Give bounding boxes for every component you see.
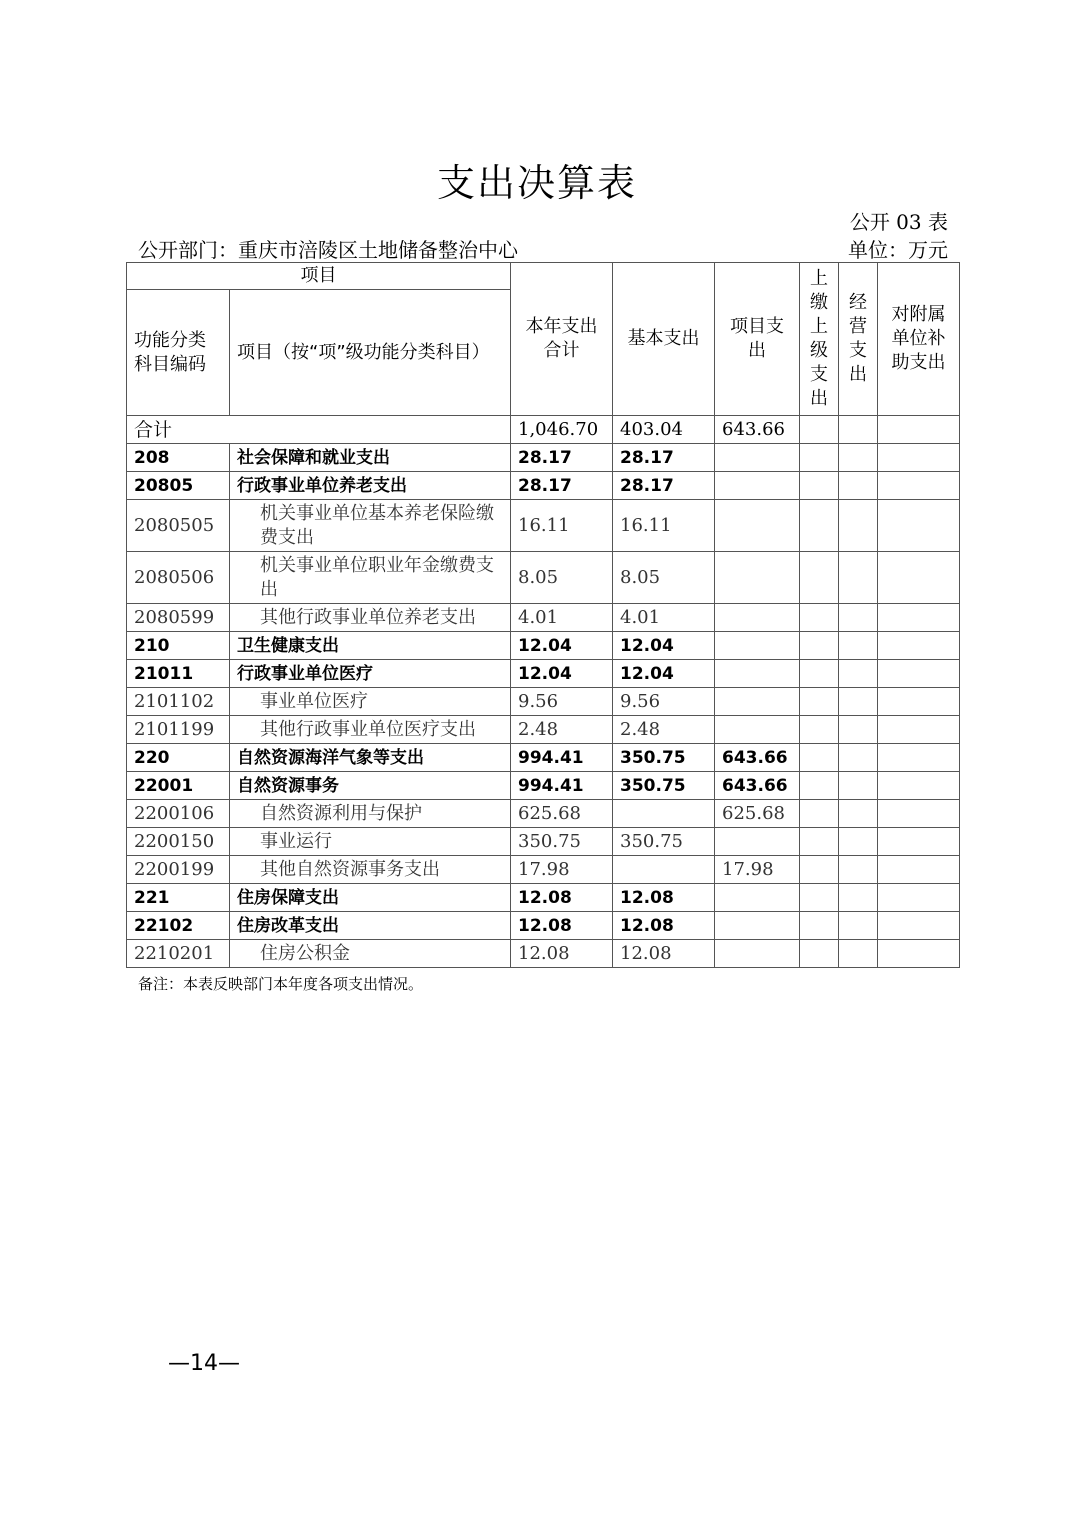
row-project: [715, 884, 800, 912]
row-code: 221: [127, 884, 230, 912]
header-project-group: 项目: [127, 263, 511, 290]
row-code: 2200199: [127, 856, 230, 884]
row-name: 机关事业单位职业年金缴费支出: [230, 552, 511, 604]
row-project: [715, 912, 800, 940]
row-total: 12.08: [511, 940, 613, 968]
row-upper: [800, 772, 839, 800]
row-upper: [800, 856, 839, 884]
row-business: [839, 444, 878, 472]
row-subsidy: [878, 884, 960, 912]
row-upper: [800, 912, 839, 940]
row-business: [839, 500, 878, 552]
row-basic: 350.75: [613, 744, 715, 772]
row-upper: [800, 716, 839, 744]
row-business: [839, 940, 878, 968]
row-upper: [800, 828, 839, 856]
row-code: 210: [127, 632, 230, 660]
row-basic: 12.08: [613, 940, 715, 968]
row-total: 28.17: [511, 472, 613, 500]
header-name: 项目（按“项”级功能分类科目）: [230, 290, 511, 416]
row-basic: 12.08: [613, 912, 715, 940]
row-code: 2200106: [127, 800, 230, 828]
row-upper: [800, 940, 839, 968]
row-name: 住房公积金: [230, 940, 511, 968]
page-title: 支出决算表: [436, 161, 637, 205]
row-code: 2080505: [127, 500, 230, 552]
row-subsidy: [878, 660, 960, 688]
row-project: 643.66: [715, 744, 800, 772]
row-basic: 4.01: [613, 604, 715, 632]
row-name: 机关事业单位基本养老保险缴费支出: [230, 500, 511, 552]
header-total: 本年支出合计: [511, 263, 613, 416]
row-business: [839, 716, 878, 744]
row-total: 12.04: [511, 660, 613, 688]
row-basic: [613, 800, 715, 828]
footnote: 备注：本表反映部门本年度各项支出情况。: [138, 975, 424, 993]
row-name: 自然资源利用与保护: [230, 800, 511, 828]
row-basic: 9.56: [613, 688, 715, 716]
row-project: 625.68: [715, 800, 800, 828]
row-total: 625.68: [511, 800, 613, 828]
row-total: 9.56: [511, 688, 613, 716]
row-business: [839, 688, 878, 716]
header-code: 功能分类科目编码: [127, 290, 230, 416]
row-subsidy: [878, 800, 960, 828]
row-project: [715, 552, 800, 604]
row-upper: [800, 800, 839, 828]
row-project: [715, 688, 800, 716]
row-total: 16.11: [511, 500, 613, 552]
row-name: 自然资源海洋气象等支出: [230, 744, 511, 772]
row-business: [839, 800, 878, 828]
row-name: 住房保障支出: [230, 884, 511, 912]
table-row: [127, 856, 960, 884]
row-basic: 350.75: [613, 828, 715, 856]
row-basic: 12.04: [613, 632, 715, 660]
row-code: 208: [127, 444, 230, 472]
row-basic: 2.48: [613, 716, 715, 744]
row-total: 8.05: [511, 552, 613, 604]
row-total: 2.48: [511, 716, 613, 744]
table-row: [127, 772, 960, 800]
row-basic: 12.08: [613, 884, 715, 912]
row-subsidy: [878, 912, 960, 940]
row-subsidy: [878, 472, 960, 500]
row-total: 12.08: [511, 884, 613, 912]
row-total: 12.08: [511, 912, 613, 940]
row-project: [715, 500, 800, 552]
row-code: 2200150: [127, 828, 230, 856]
page-number: —14—: [168, 1351, 240, 1376]
table-row: [127, 552, 960, 604]
row-basic: 8.05: [613, 552, 715, 604]
table-row: [127, 912, 960, 940]
row-basic: 16.11: [613, 500, 715, 552]
row-subsidy: [878, 772, 960, 800]
row-code: 20805: [127, 472, 230, 500]
row-name: 其他自然资源事务支出: [230, 856, 511, 884]
table-row: [127, 800, 960, 828]
row-business: [839, 772, 878, 800]
row-business: [839, 604, 878, 632]
row-project: [715, 444, 800, 472]
table-row: [127, 940, 960, 968]
header-project: 项目支出: [715, 263, 800, 416]
row-code: 21011: [127, 660, 230, 688]
row-total: 12.04: [511, 632, 613, 660]
unit-label: 单位：万元: [848, 238, 948, 262]
row-total: 4.01: [511, 604, 613, 632]
table-row: [127, 604, 960, 632]
row-code: 2080599: [127, 604, 230, 632]
row-name: 行政事业单位养老支出: [230, 472, 511, 500]
total-amount: 1,046.70: [511, 416, 613, 444]
row-project: [715, 828, 800, 856]
row-upper: [800, 884, 839, 912]
row-code: 22001: [127, 772, 230, 800]
row-project: [715, 472, 800, 500]
table-row: [127, 688, 960, 716]
row-subsidy: [878, 688, 960, 716]
row-business: [839, 912, 878, 940]
row-subsidy: [878, 744, 960, 772]
row-basic: [613, 856, 715, 884]
department-label: 公开部门：重庆市涪陵区土地储备整治中心: [138, 238, 518, 262]
row-subsidy: [878, 444, 960, 472]
row-name: 其他行政事业单位医疗支出: [230, 716, 511, 744]
total-business: [839, 416, 878, 444]
row-basic: 350.75: [613, 772, 715, 800]
row-upper: [800, 660, 839, 688]
total-subsidy: [878, 416, 960, 444]
row-code: 2080506: [127, 552, 230, 604]
header-business: 经营支出: [839, 263, 878, 416]
row-project: [715, 716, 800, 744]
row-upper: [800, 744, 839, 772]
table-row: [127, 884, 960, 912]
total-basic: 403.04: [613, 416, 715, 444]
row-project: [715, 940, 800, 968]
row-upper: [800, 688, 839, 716]
row-basic: 28.17: [613, 472, 715, 500]
table-row: [127, 744, 960, 772]
row-total: 28.17: [511, 444, 613, 472]
row-name: 行政事业单位医疗: [230, 660, 511, 688]
table-row: [127, 716, 960, 744]
total-row: [127, 416, 960, 444]
row-business: [839, 472, 878, 500]
row-project: [715, 604, 800, 632]
header-subsidy: 对附属单位补助支出: [878, 263, 960, 416]
row-basic: 28.17: [613, 444, 715, 472]
total-upper: [800, 416, 839, 444]
row-upper: [800, 472, 839, 500]
row-business: [839, 632, 878, 660]
total-label: 合计: [127, 416, 511, 444]
row-code: 2210201: [127, 940, 230, 968]
row-name: 事业单位医疗: [230, 688, 511, 716]
row-upper: [800, 552, 839, 604]
row-code: 2101102: [127, 688, 230, 716]
table-row: [127, 500, 960, 552]
row-subsidy: [878, 632, 960, 660]
row-business: [839, 744, 878, 772]
row-code: 22102: [127, 912, 230, 940]
table-number: 公开 03 表: [849, 210, 948, 234]
row-code: 220: [127, 744, 230, 772]
row-name: 其他行政事业单位养老支出: [230, 604, 511, 632]
expenditure-table: [126, 262, 960, 968]
table-row: [127, 472, 960, 500]
row-total: 17.98: [511, 856, 613, 884]
row-code: 2101199: [127, 716, 230, 744]
row-total: 994.41: [511, 772, 613, 800]
row-upper: [800, 604, 839, 632]
table-row: [127, 828, 960, 856]
row-business: [839, 856, 878, 884]
row-project: 17.98: [715, 856, 800, 884]
row-upper: [800, 632, 839, 660]
row-name: 卫生健康支出: [230, 632, 511, 660]
row-subsidy: [878, 716, 960, 744]
row-subsidy: [878, 552, 960, 604]
row-basic: 12.04: [613, 660, 715, 688]
table-row: [127, 632, 960, 660]
row-subsidy: [878, 828, 960, 856]
row-project: 643.66: [715, 772, 800, 800]
header-basic: 基本支出: [613, 263, 715, 416]
row-subsidy: [878, 856, 960, 884]
table-row: [127, 444, 960, 472]
row-upper: [800, 500, 839, 552]
row-name: 自然资源事务: [230, 772, 511, 800]
row-name: 事业运行: [230, 828, 511, 856]
row-name: 社会保障和就业支出: [230, 444, 511, 472]
row-total: 350.75: [511, 828, 613, 856]
row-subsidy: [878, 940, 960, 968]
row-upper: [800, 444, 839, 472]
row-business: [839, 828, 878, 856]
total-project: 643.66: [715, 416, 800, 444]
row-total: 994.41: [511, 744, 613, 772]
row-business: [839, 660, 878, 688]
header-upper: 上缴上级支出: [800, 263, 839, 416]
header-row: [127, 263, 960, 290]
row-project: [715, 632, 800, 660]
row-name: 住房改革支出: [230, 912, 511, 940]
row-business: [839, 552, 878, 604]
row-subsidy: [878, 604, 960, 632]
row-business: [839, 884, 878, 912]
row-project: [715, 660, 800, 688]
row-subsidy: [878, 500, 960, 552]
table-row: [127, 660, 960, 688]
